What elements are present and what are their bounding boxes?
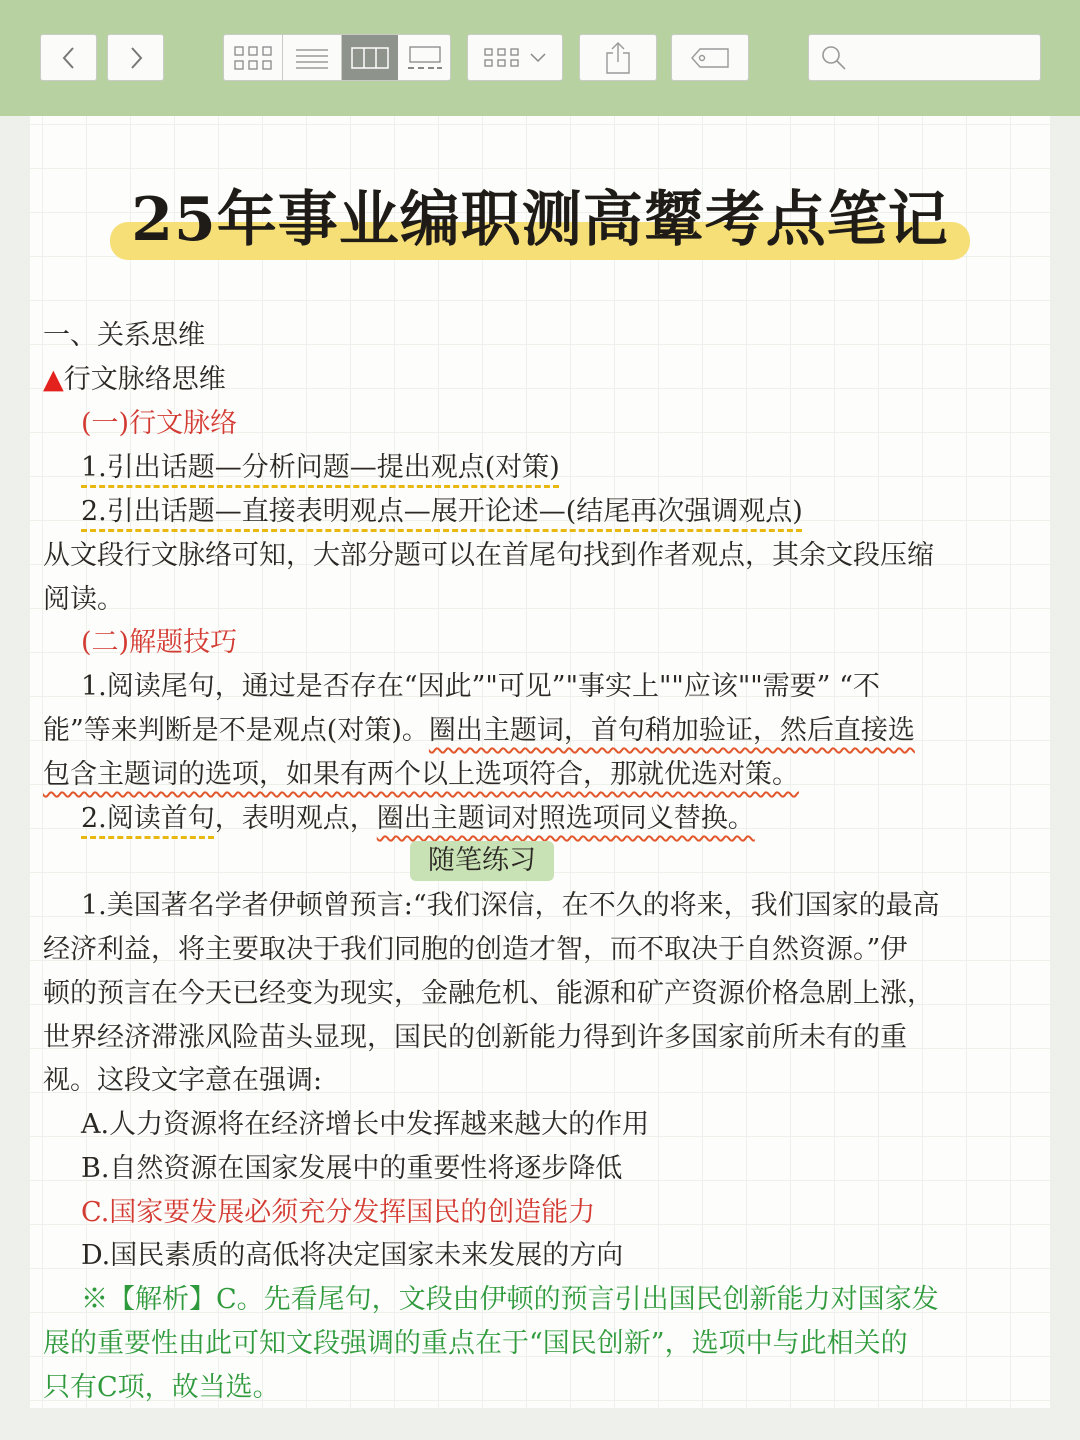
chevron-right-icon xyxy=(126,45,146,71)
group-by-dropdown[interactable] xyxy=(467,34,563,81)
subheading: 行文脉络思维 xyxy=(63,364,226,395)
tip1-line-2-plain: 能”等来判断是不是观点(对策)。 xyxy=(43,715,429,746)
forward-button[interactable] xyxy=(107,34,164,81)
tip2-underlined: 圈出主题词对照选项同义替换。 xyxy=(376,803,755,834)
item-1-text: 1.引出话题—分析问题—提出观点(对策) xyxy=(81,452,560,483)
share-button[interactable] xyxy=(579,34,657,81)
option-c: C.国家要发展必须充分发挥国民的创造能力 xyxy=(81,1197,596,1228)
red-triangle-icon: ▲ xyxy=(43,364,64,395)
view-mode-segmented-control xyxy=(223,34,451,81)
tip2-dashed: 2.阅读首句 xyxy=(81,803,215,834)
tip2-line xyxy=(43,797,755,841)
question-line-1: 1.美国著名学者伊顿曾预言:“我们深信，在不久的将来，我们国家的最高 xyxy=(81,890,940,921)
list-icon xyxy=(295,46,329,70)
search-field[interactable] xyxy=(808,34,1041,81)
item-2-text: 2.引出话题—直接表明观点—展开论述—(结尾再次强调观点) xyxy=(81,496,803,527)
section-heading: 一、关系思维 xyxy=(43,320,205,351)
title-block xyxy=(110,176,970,266)
question-line-5: 视。这段文字意在强调: xyxy=(43,1065,323,1096)
tip1-line-3-underlined: 包含主题词的选项，如果有两个以上选项符合，那就优选对策。 xyxy=(43,759,799,790)
grid-icon xyxy=(483,47,521,69)
subheading-line xyxy=(43,358,226,402)
list-view-button[interactable] xyxy=(283,35,342,80)
analysis-line-2: 展的重要性由此可知文段强调的重点在于“国民创新”，选项中与此相关的 xyxy=(43,1328,908,1359)
option-d: D.国民素质的高低将决定国家未来发展的方向 xyxy=(81,1240,624,1271)
paragraph-line-2: 阅读。 xyxy=(43,584,124,615)
option-b: B.自然资源在国家发展中的重要性将逐步降低 xyxy=(81,1153,623,1184)
page-title: 25年事业编职测高颦考点笔记 xyxy=(131,185,949,255)
practice-label: 随笔练习 xyxy=(410,841,554,881)
part1-title: (一)行文脉络 xyxy=(81,408,238,439)
search-icon xyxy=(821,45,847,71)
grid-icon xyxy=(233,45,273,71)
gallery-view-button[interactable] xyxy=(398,35,451,80)
question-line-4: 世界经济滞涨风险苗头显现，国民的创新能力得到许多国家前所未有的重 xyxy=(43,1022,907,1053)
columns-icon xyxy=(351,47,389,69)
chevron-left-icon xyxy=(59,45,79,71)
share-icon xyxy=(604,41,632,75)
analysis-line-1: ※【解析】C。先看尾句，文段由伊顿的预言引出国民创新能力对国家发 xyxy=(81,1284,939,1315)
analysis-line-3: 只有C项，故当选。 xyxy=(43,1372,280,1403)
question-line-3: 顿的预言在今天已经变为现实，金融危机、能源和矿产资源价格急剧上涨， xyxy=(43,978,934,1009)
tip1-line-3 xyxy=(43,753,799,797)
tag-button[interactable] xyxy=(671,34,749,81)
tag-icon xyxy=(690,47,730,69)
tip1-line-2-underlined: 圈出主题词，首句稍加验证，然后直接选 xyxy=(428,715,915,746)
item-1 xyxy=(43,446,560,490)
tip1-line-1: 1.阅读尾句，通过是否存在“因此”"可见”"事实上""应该""需要” “不 xyxy=(81,671,880,702)
back-button[interactable] xyxy=(40,34,97,81)
column-view-button[interactable] xyxy=(342,35,398,80)
gallery-icon xyxy=(406,45,444,71)
option-a: A.人力资源将在经济增长中发挥越来越大的作用 xyxy=(81,1109,650,1140)
tip1-line-2 xyxy=(43,709,915,753)
paragraph-line-1: 从文段行文脉络可知，大部分题可以在首尾句找到作者观点，其余文段压缩 xyxy=(43,540,934,571)
chevron-down-icon xyxy=(529,52,547,64)
toolbar xyxy=(0,0,1080,116)
part2-title: (二)解题技巧 xyxy=(81,627,238,658)
question-line-2: 经济利益，将主要取决于我们同胞的创造才智，而不取决于自然资源。”伊 xyxy=(43,934,908,965)
item-2 xyxy=(43,490,803,534)
tip2-plain: ，表明观点， xyxy=(214,803,377,834)
grid-view-button[interactable] xyxy=(224,35,283,80)
